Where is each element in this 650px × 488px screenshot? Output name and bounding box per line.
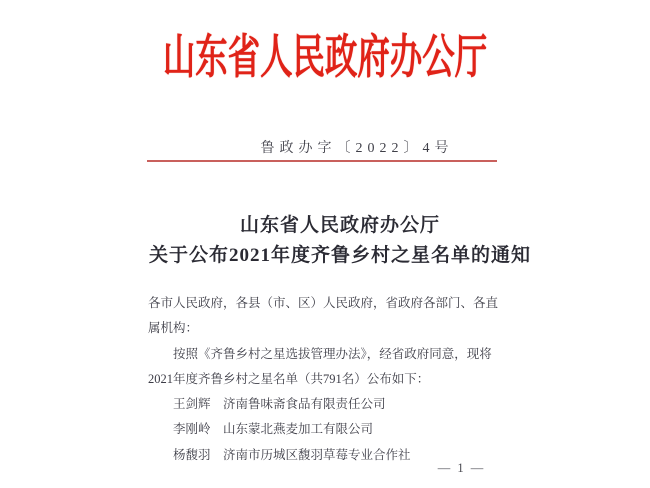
awardee-name: 李刚岭 (173, 422, 211, 437)
document-body (148, 291, 528, 468)
agency-red-header: 山东省人民政府办公厅 (162, 32, 488, 84)
awardee-org: 济南市历城区馥羽草莓专业合作社 (223, 447, 411, 462)
awardee-name: 杨馥羽 (173, 447, 211, 462)
paragraph-line-1: 按照《齐鲁乡村之星选拔管理办法》，经省政府同意，现将 (173, 346, 492, 361)
salutation-line-1: 各市人民政府，各县（市、区）人民政府，省政府各部门、各直 (148, 296, 499, 310)
awardee-row (148, 417, 528, 442)
awardee-org: 济南鲁味斋食品有限责任公司 (223, 397, 386, 412)
document-title (0, 211, 650, 271)
title-line-2: 关于公布2021年度齐鲁乡村之星名单的通知 (148, 245, 531, 266)
awardee-org: 山东蒙北燕麦加工有限公司 (223, 422, 374, 437)
salutation-line-2: 属机构： (148, 321, 199, 336)
red-divider-line (147, 160, 497, 162)
awardee-name: 王剑辉 (173, 397, 211, 412)
title-line-1: 山东省人民政府办公厅 (239, 215, 440, 236)
doc-number: 鲁政办字〔2022〕4号 (260, 141, 454, 156)
page-number: — 1 — (437, 461, 486, 475)
awardee-row (148, 392, 528, 417)
paragraph-line-2: 2021年度齐鲁乡村之星名单（共791名）公布如下： (148, 371, 430, 386)
